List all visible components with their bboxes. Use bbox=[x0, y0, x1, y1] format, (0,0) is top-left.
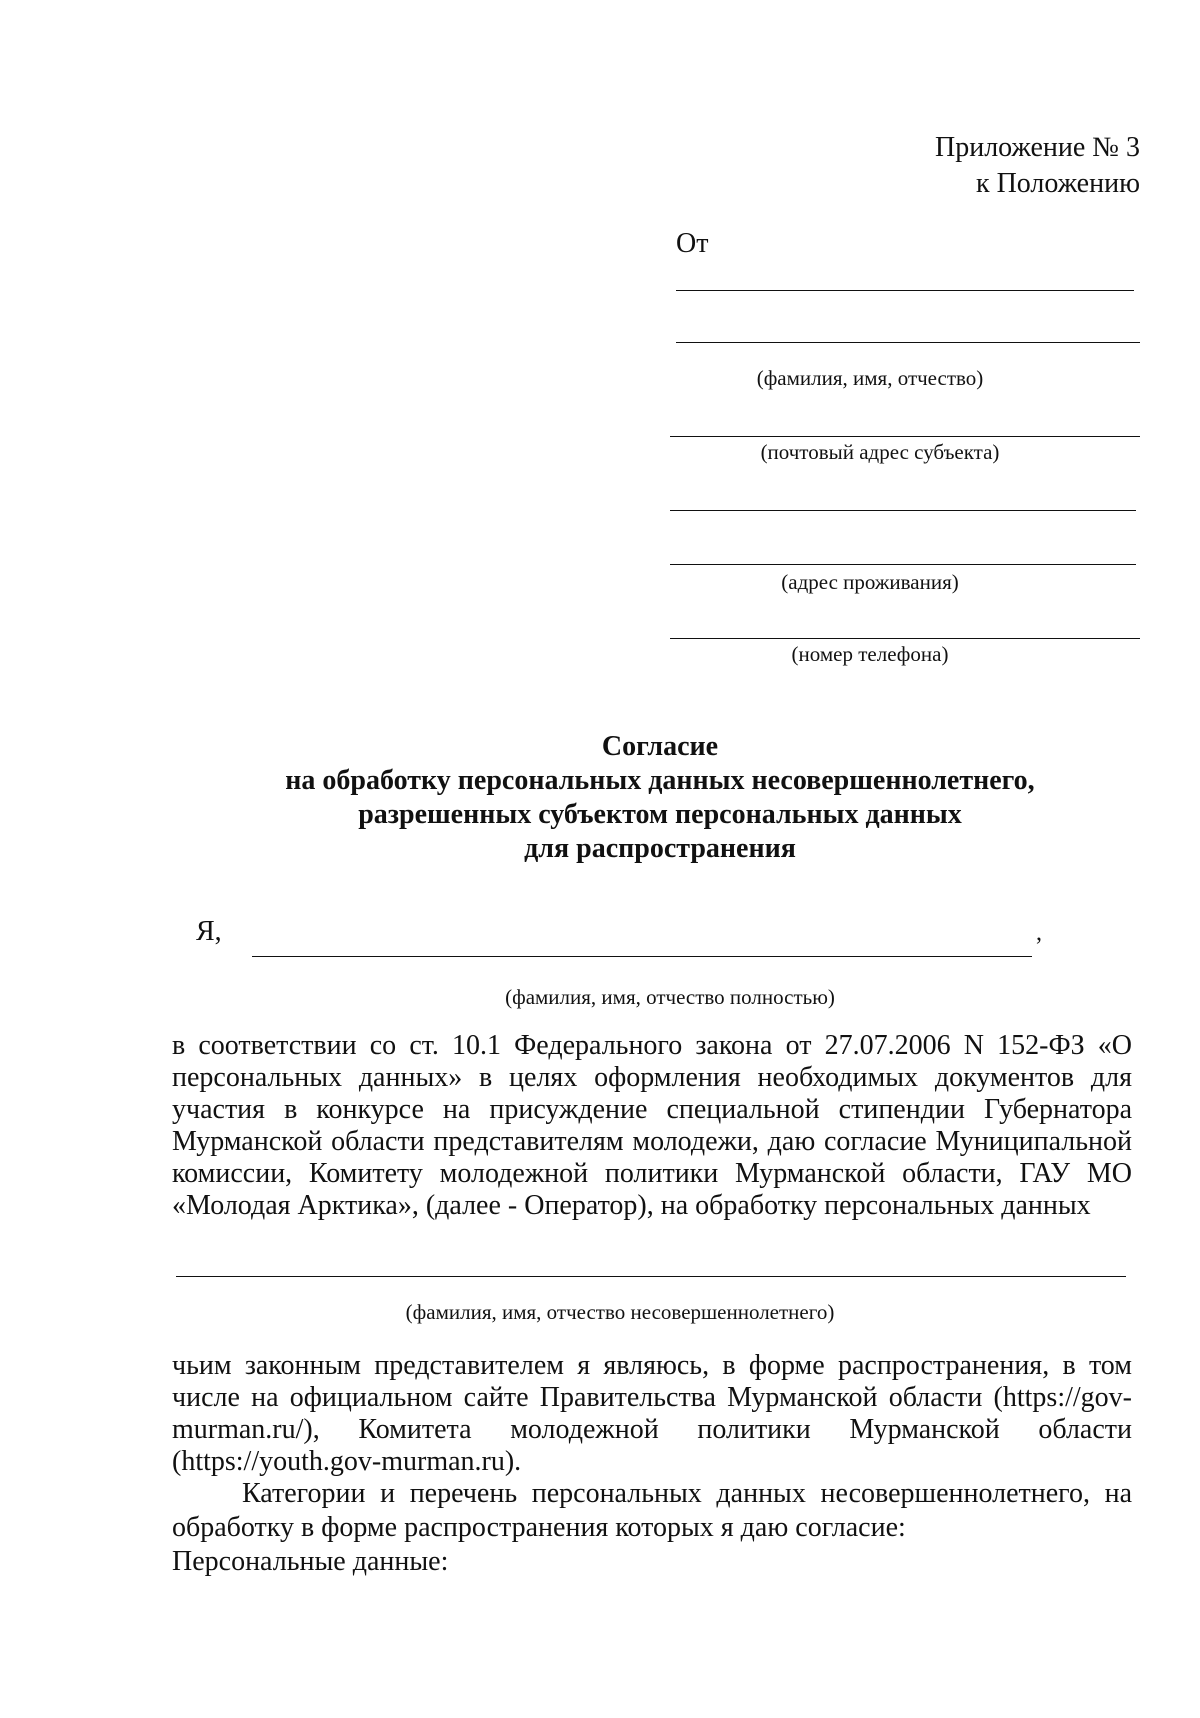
paragraph1-line-3: участия в конкурсе на присуждение специальной стипендии Губернатора bbox=[172, 1094, 1132, 1125]
caption-declarant: (фамилия, имя, отчество полностью) bbox=[505, 985, 835, 1009]
paragraph1-line-5: комиссии, Комитету молодежной политики Мурманской области, ГАУ МО bbox=[172, 1158, 1132, 1189]
appendix-number: Приложение № 3 bbox=[935, 132, 1140, 163]
title-line-4: для распространения bbox=[524, 833, 796, 864]
paragraph2-line-2: числе на официальном сайте Правительства Мурманской области (https://gov- bbox=[172, 1382, 1132, 1413]
paragraph3-line-2: обработку в форме распространения которых я даю согласие: bbox=[172, 1512, 906, 1543]
appendix-reference: к Положению bbox=[975, 168, 1140, 199]
caption-postal: (почтовый адрес субъекта) bbox=[760, 440, 1000, 464]
postal-address-line[interactable] bbox=[670, 436, 1140, 437]
title-line-1: Согласие bbox=[601, 731, 719, 762]
from-line-2[interactable] bbox=[676, 342, 1140, 343]
paragraph1-line-4: Мурманской области представителям молодежи, даю согласие Муниципальной bbox=[172, 1126, 1132, 1157]
consent-paragraph-3 bbox=[172, 1478, 1132, 1510]
declarant-comma: , bbox=[1036, 920, 1042, 946]
consent-paragraph-1 bbox=[172, 1030, 1132, 1222]
document-title bbox=[0, 730, 1200, 866]
caption-fio: (фамилия, имя, отчество) bbox=[756, 366, 984, 390]
declarant-name-line[interactable] bbox=[252, 956, 1032, 957]
paragraph1-line-2: персональных данных» в целях оформления необходимых документов для bbox=[172, 1062, 1132, 1093]
caption-residence: (адрес проживания) bbox=[781, 570, 959, 594]
paragraph1-line-6: «Молодая Арктика», (далее - Оператор), на обработку персональных данных bbox=[172, 1190, 1091, 1221]
title-line-2: на обработку персональных данных несовершеннолетнего, bbox=[285, 765, 1035, 796]
residence-line-1[interactable] bbox=[670, 510, 1136, 511]
from-label: От bbox=[676, 228, 709, 259]
title-line-3: разрешенных субъектом персональных данных bbox=[358, 799, 962, 830]
paragraph3-line-3: Персональные данные: bbox=[172, 1546, 449, 1577]
caption-minor: (фамилия, имя, отчество несовершеннолетнего) bbox=[405, 1300, 835, 1324]
paragraph2-line-1: чьим законным представителем я являюсь, в форме распространения, в том bbox=[172, 1350, 1132, 1381]
paragraph2-line-4: (https://youth.gov-murman.ru). bbox=[172, 1446, 522, 1477]
from-line-1[interactable] bbox=[676, 290, 1134, 291]
phone-line[interactable] bbox=[670, 638, 1140, 639]
paragraph1-line-1: в соответствии со ст. 10.1 Федерального закона от 27.07.2006 N 152-ФЗ «О bbox=[172, 1030, 1132, 1061]
declarant-label: Я, bbox=[196, 916, 222, 947]
paragraph3-line-1: Категории и перечень персональных данных несовершеннолетнего, на bbox=[242, 1478, 1132, 1509]
appendix-header bbox=[935, 130, 1140, 202]
consent-paragraph-2 bbox=[172, 1350, 1132, 1478]
residence-line-2[interactable] bbox=[670, 564, 1136, 565]
caption-phone: (номер телефона) bbox=[791, 642, 949, 666]
paragraph2-line-3: murman.ru/), Комитета молодежной политики Мурманской области bbox=[172, 1414, 1132, 1445]
minor-name-line[interactable] bbox=[176, 1276, 1126, 1277]
